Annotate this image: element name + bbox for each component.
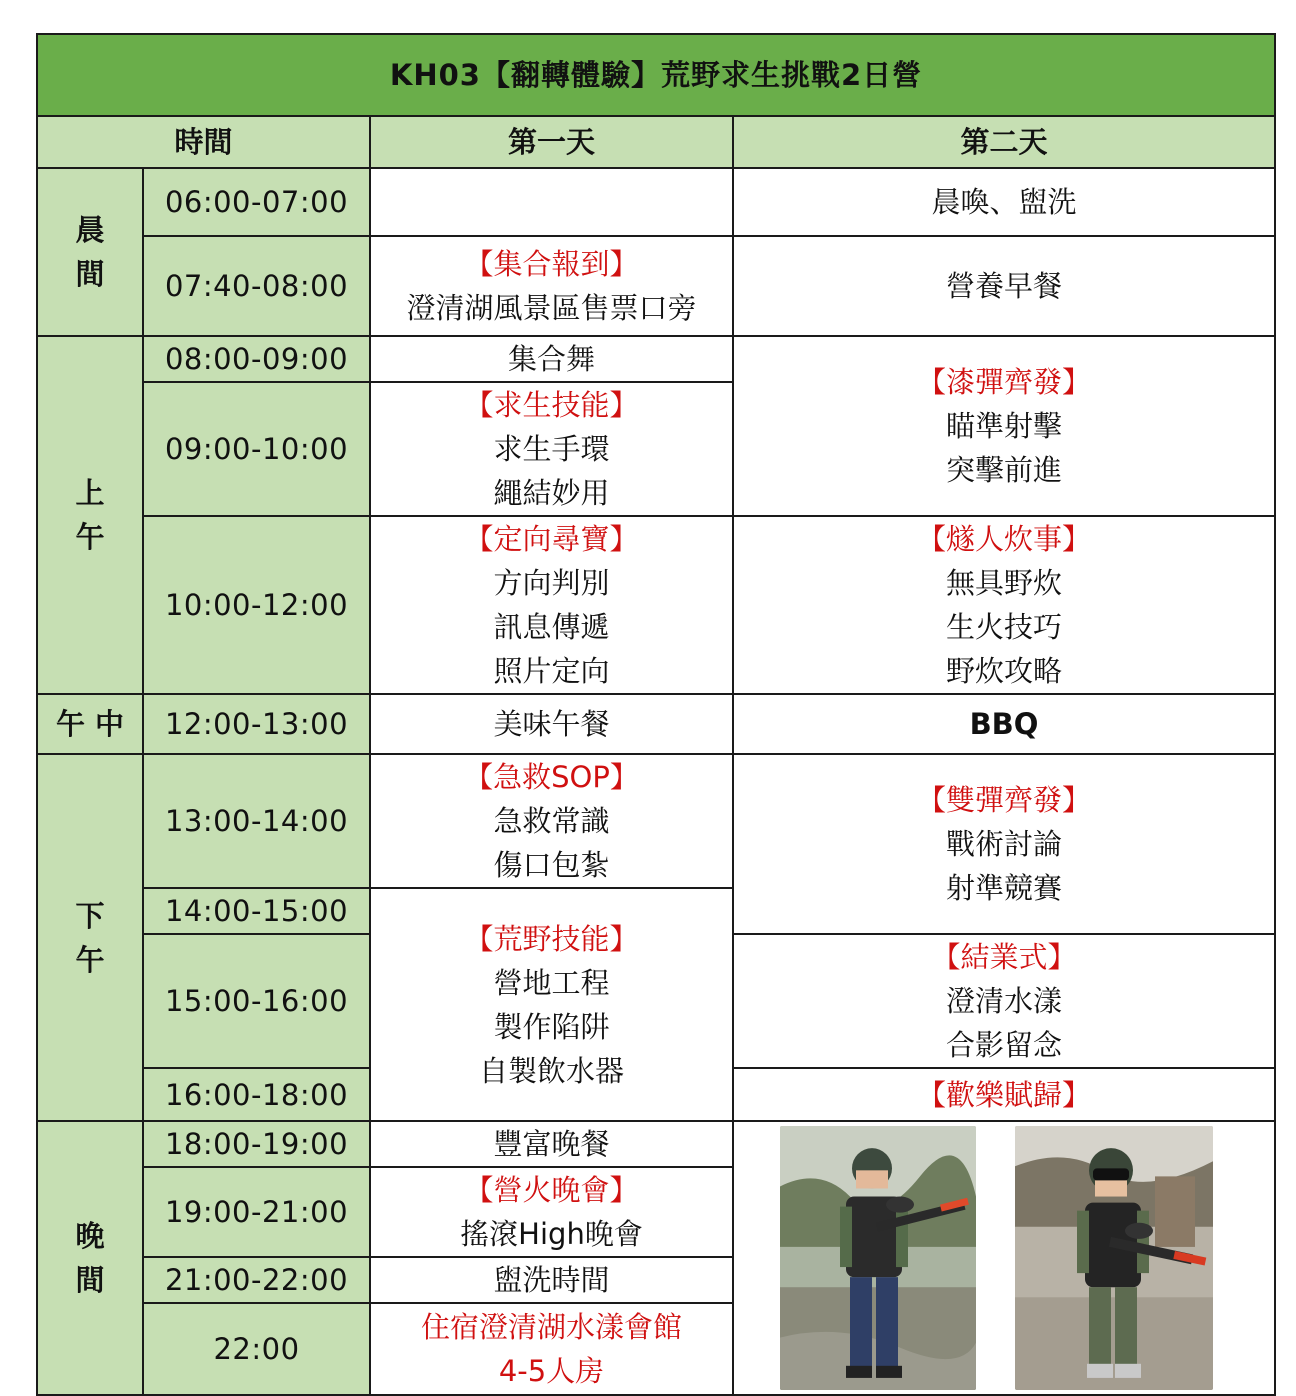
- orient-item-2: 訊息傳遞: [493, 610, 610, 644]
- cook-item-1: 無具野炊: [946, 566, 1063, 600]
- day1-checkin: [370, 236, 733, 336]
- cook-item-3: 野炊攻略: [946, 654, 1063, 688]
- survival-item-2: 繩結妙用: [493, 476, 610, 510]
- day1-orienteering: [370, 516, 733, 694]
- page-title: KH03【翻轉體驗】荒野求生挑戰2日營: [37, 34, 1275, 116]
- time-1300: 13:00-14:00: [143, 754, 370, 888]
- period-am: [37, 336, 143, 694]
- paintball-photo-2: [1015, 1126, 1213, 1390]
- period-morning: [37, 168, 143, 336]
- period-pm-label: 下 午: [75, 898, 105, 977]
- header-day2: 第二天: [733, 116, 1275, 168]
- time-0900: 09:00-10:00: [143, 382, 370, 516]
- paintball-item-1: 瞄準射擊: [946, 409, 1063, 443]
- paintball-photo-1: [780, 1126, 976, 1390]
- orient-title: 【定向尋寶】: [464, 522, 639, 556]
- day2-closing: [733, 934, 1275, 1068]
- day2-lunch: BBQ: [733, 694, 1275, 754]
- period-morning-label: 晨 間: [75, 213, 105, 291]
- day2-return: 【歡樂賦歸】: [733, 1068, 1275, 1121]
- day1-wild: [370, 888, 733, 1121]
- orient-item-3: 照片定向: [493, 654, 610, 688]
- double-item-2: 射準競賽: [946, 871, 1063, 905]
- time-2100: 21:00-22:00: [143, 1257, 370, 1303]
- period-night: [37, 1121, 143, 1395]
- day1-stay: [370, 1303, 733, 1395]
- day1-survival: [370, 382, 733, 516]
- day2-wakeup: 晨喚、盥洗: [733, 168, 1275, 236]
- period-noon: 午 中: [37, 694, 143, 754]
- day2-breakfast: 營養早餐: [733, 236, 1275, 336]
- stay-line-1: 住宿澄清湖水漾會館: [420, 1310, 682, 1344]
- paintball-item-2: 突擊前進: [946, 453, 1063, 487]
- wild-item-3: 自製飲水器: [478, 1053, 624, 1088]
- period-pm: [37, 754, 143, 1121]
- stay-line-2: 4-5人房: [498, 1354, 605, 1388]
- time-0600: 06:00-07:00: [143, 168, 370, 236]
- double-title: 【雙彈齊發】: [917, 783, 1092, 817]
- day1-dinner: 豐富晚餐: [370, 1121, 733, 1167]
- day1-wash: 盥洗時間: [370, 1257, 733, 1303]
- day2-double: [733, 754, 1275, 934]
- time-1400: 14:00-15:00: [143, 888, 370, 934]
- firstaid-title: 【急救SOP】: [464, 760, 639, 794]
- firstaid-item-1: 急救常識: [493, 804, 610, 838]
- time-1800: 18:00-19:00: [143, 1121, 370, 1167]
- closing-item-2: 合影留念: [946, 1028, 1063, 1062]
- wild-item-2: 製作陷阱: [493, 1009, 610, 1044]
- double-item-1: 戰術討論: [946, 827, 1063, 861]
- survival-item-1: 求生手環: [493, 432, 610, 466]
- time-0740: 07:40-08:00: [143, 236, 370, 336]
- wild-item-1: 營地工程: [493, 965, 610, 1000]
- day1-campfire: [370, 1167, 733, 1257]
- photo-cell: [733, 1121, 1275, 1395]
- period-am-label: 上 午: [75, 476, 105, 554]
- campfire-item-1: 搖滾High晚會: [460, 1217, 643, 1251]
- time-1500: 15:00-16:00: [143, 934, 370, 1068]
- checkin-title: 【集合報到】: [464, 247, 639, 281]
- wild-title: 【荒野技能】: [464, 921, 639, 956]
- time-0800: 08:00-09:00: [143, 336, 370, 382]
- day2-cooking: [733, 516, 1275, 694]
- day1-firstaid: [370, 754, 733, 888]
- header-time: 時間: [37, 116, 370, 168]
- day2-paintball: [733, 336, 1275, 516]
- day1-0600: [370, 168, 733, 236]
- cook-item-2: 生火技巧: [946, 610, 1063, 644]
- time-2200: 22:00: [143, 1303, 370, 1395]
- time-1000: 10:00-12:00: [143, 516, 370, 694]
- time-1600: 16:00-18:00: [143, 1068, 370, 1121]
- closing-item-1: 澄清水漾: [946, 984, 1063, 1018]
- day1-lunch: 美味午餐: [370, 694, 733, 754]
- period-night-label: 晚 間: [75, 1219, 105, 1297]
- survival-title: 【求生技能】: [464, 388, 639, 422]
- paintball-title: 【漆彈齊發】: [917, 365, 1092, 399]
- time-1200: 12:00-13:00: [143, 694, 370, 754]
- header-day1: 第一天: [370, 116, 733, 168]
- day1-dance: 集合舞: [370, 336, 733, 382]
- closing-title: 【結業式】: [931, 940, 1077, 974]
- schedule-table: [36, 33, 1276, 1396]
- campfire-title: 【營火晚會】: [464, 1173, 639, 1207]
- time-1900: 19:00-21:00: [143, 1167, 370, 1257]
- cook-title: 【燧人炊事】: [917, 522, 1092, 556]
- firstaid-item-2: 傷口包紮: [493, 848, 610, 882]
- orient-item-1: 方向判別: [493, 566, 610, 600]
- checkin-place: 澄清湖風景區售票口旁: [406, 291, 697, 325]
